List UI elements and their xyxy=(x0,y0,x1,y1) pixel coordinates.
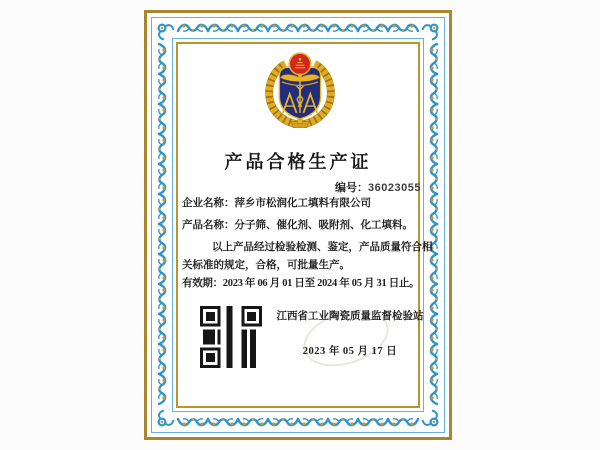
qr-code xyxy=(200,306,262,368)
issuer-name: 江西省工业陶瓷质量监督检验站 xyxy=(276,311,424,322)
certificate-title: 产品合格生产证 xyxy=(224,152,372,172)
statement-line-2: 关标准的规定，合格，可批量生产。 xyxy=(182,260,350,271)
validity-period-line: 有效期：2023 年 06 月 01 日至 2024 年 05 月 31 日止。 xyxy=(182,278,420,289)
certificate xyxy=(144,10,452,440)
quality-supervision-emblem-icon xyxy=(257,46,343,130)
serial-number-line xyxy=(335,179,421,195)
serial-number: 36023055 xyxy=(368,182,421,194)
enterprise-name-line: 企业名称：萍乡市松润化工填料有限公司 xyxy=(182,198,371,209)
product-name-line: 产品名称：分子筛、催化剂、吸附剂、化工填料。 xyxy=(182,220,413,231)
statement-line-1: 以上产品经过检验检测、鉴定，产品质量符合相 xyxy=(212,242,433,253)
issue-date: 2023 年 05 月 17 日 xyxy=(302,346,398,357)
serial-label: 编号： xyxy=(335,182,368,194)
